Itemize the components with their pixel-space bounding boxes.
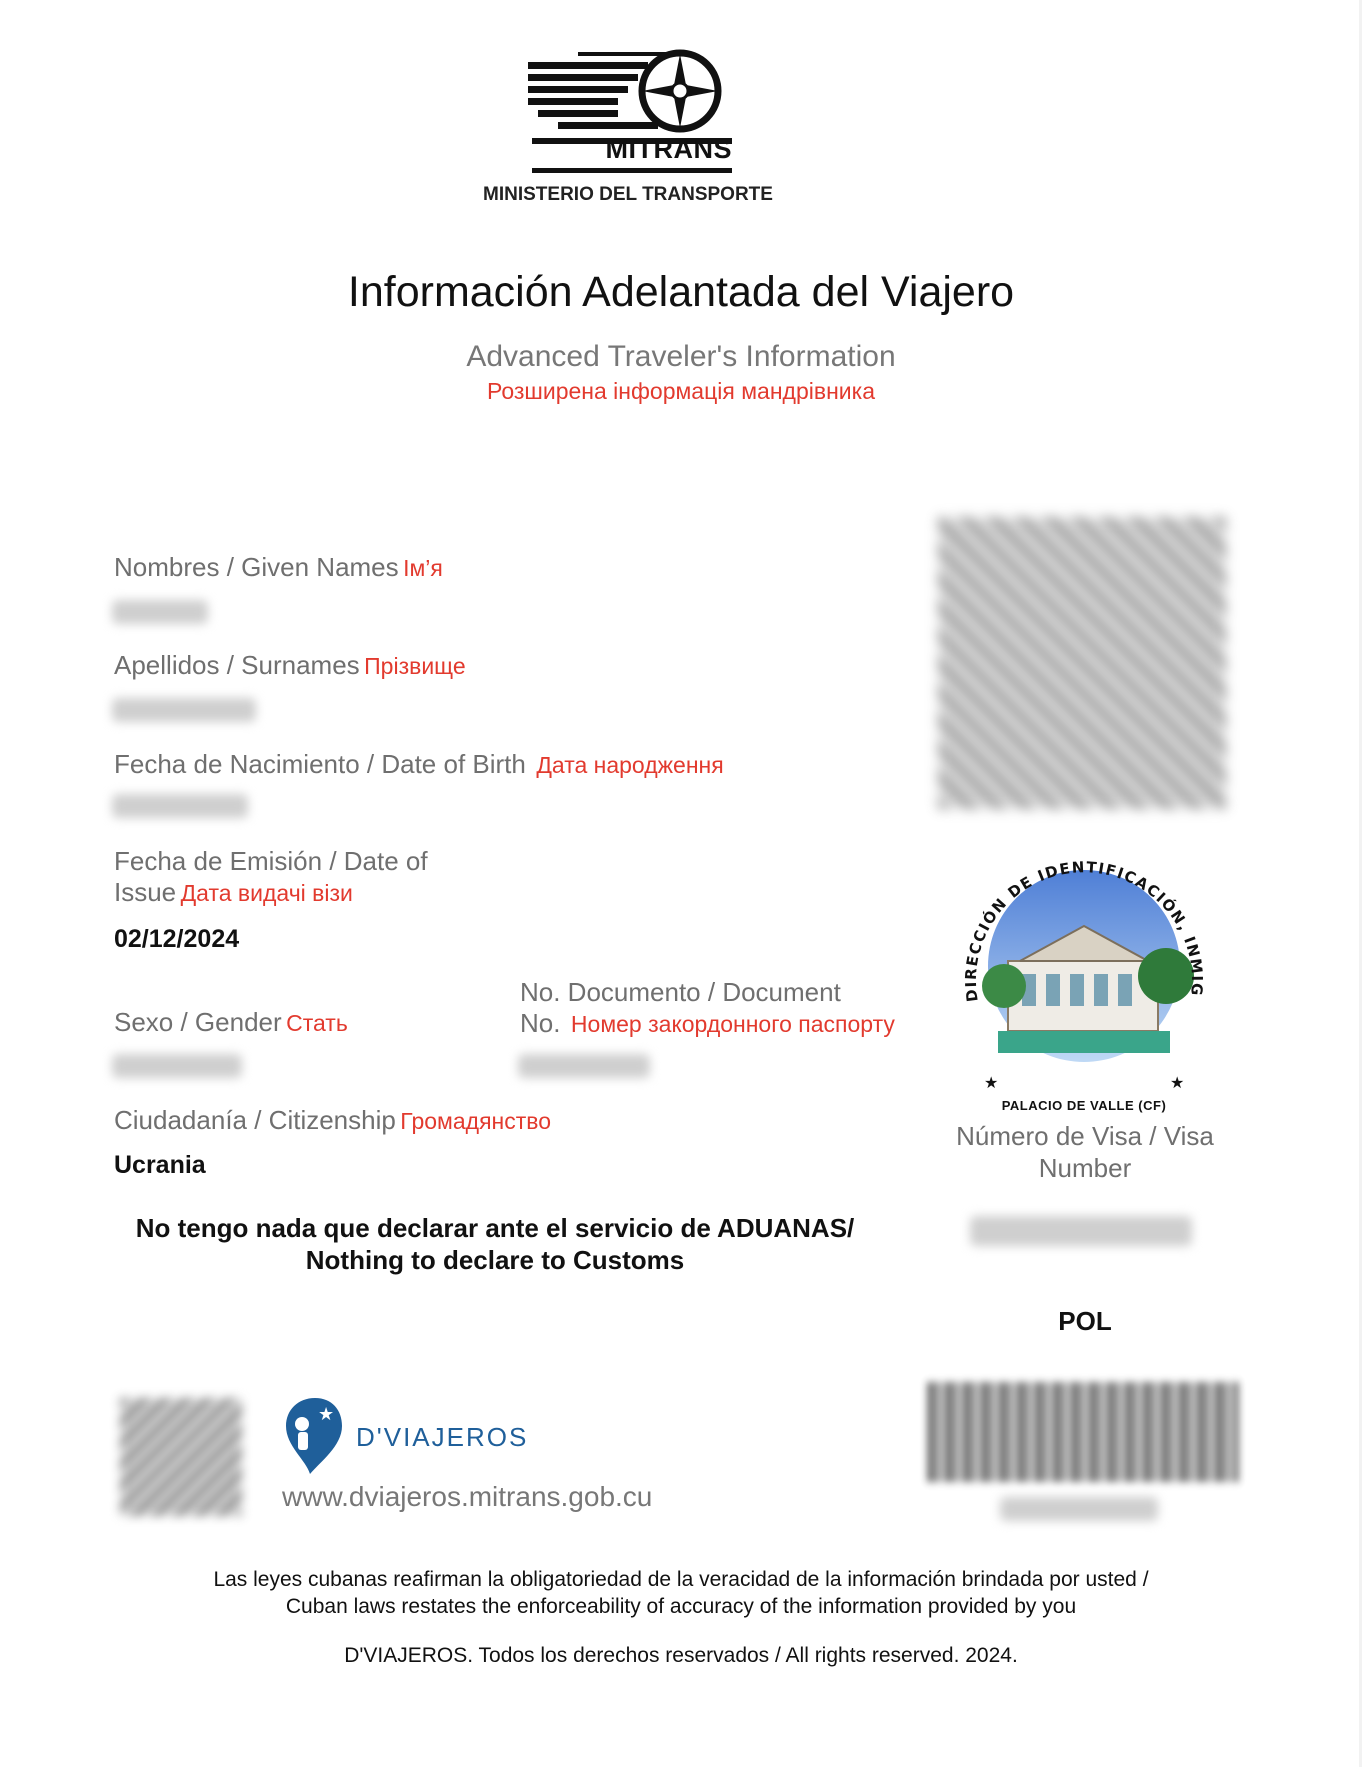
dviajeros-wordmark: D'VIAJEROS: [356, 1422, 529, 1452]
copyright-notice: D'VIAJEROS. Todos los derechos reservados / All rights reserved. 2024.: [344, 1644, 1018, 1667]
document-subtitle-ukrainian: Розширена інформація мандрівника: [487, 378, 875, 404]
visa-number-label-line2: Number: [1038, 1153, 1132, 1183]
gender-label-uk: Стать: [286, 1010, 348, 1036]
dob-label: Fecha de Nacimiento / Date of Birth: [114, 749, 526, 779]
dob-label-row: [114, 749, 724, 780]
given-names-label-uk: Ім’я: [403, 555, 443, 581]
document-title: Información Adelantada del Viajero: [347, 268, 1015, 316]
surnames-label-uk: Прізвище: [364, 653, 466, 679]
citizenship-label: Ciudadanía / Citizenship: [114, 1105, 396, 1135]
surnames-label-row: [114, 650, 466, 681]
issue-label-line2: Issue: [114, 877, 177, 907]
visa-number-redacted: [970, 1216, 1192, 1246]
barcode-redacted: [928, 1382, 1238, 1482]
given-names-label: Nombres / Given Names: [114, 552, 399, 582]
dob-redacted: [112, 794, 248, 818]
citizenship-value: Ucrania: [114, 1151, 206, 1179]
given-names-redacted: [112, 600, 208, 624]
issue-label-uk: Дата видачі візи: [180, 880, 353, 906]
immigration-seal: [938, 826, 1230, 1116]
customs-declaration: [95, 1212, 895, 1276]
issue-label-block: [114, 846, 428, 912]
citizenship-label-row: [114, 1105, 551, 1136]
country-code: POL: [1058, 1306, 1112, 1336]
gender-redacted: [112, 1054, 242, 1078]
surnames-redacted: [112, 698, 256, 722]
issue-date-value: 02/12/2024: [114, 925, 240, 953]
svg-text:★: ★: [984, 1075, 999, 1092]
visa-number-label: [930, 1120, 1240, 1184]
document-number-redacted: [518, 1054, 650, 1078]
svg-text:★: ★: [1170, 1075, 1185, 1092]
document-label-block: [520, 977, 895, 1043]
barcode-number-redacted: [1000, 1497, 1158, 1521]
seal-caption: PALACIO DE VALLE (CF): [1001, 1098, 1167, 1113]
mitrans-wordmark: MITRANS: [605, 134, 732, 164]
customs-declaration-line2: Nothing to declare to Customs: [305, 1245, 685, 1275]
dviajeros-logo: [280, 1396, 580, 1476]
document-label-line2: No.: [520, 1008, 561, 1038]
legal-notice-line1: Las leyes cubanas reafirman la obligatoriedad de la veracidad de la información brindada por usted /: [213, 1568, 1149, 1591]
dob-label-uk: Дата народження: [536, 752, 724, 778]
document-label-uk: Номер закордонного паспорту: [570, 1011, 895, 1037]
gender-label-row: [114, 1007, 348, 1038]
dviajeros-url[interactable]: www.dviajeros.mitrans.gob.cu: [282, 1481, 653, 1512]
small-qr-code-redacted: [120, 1398, 242, 1516]
document-label-line1: No. Documento / Document: [520, 977, 841, 1007]
customs-declaration-line1: No tengo nada que declarar ante el servicio de ADUANAS/: [135, 1213, 855, 1243]
given-names-label-row: [114, 552, 443, 583]
svg-text:★: ★: [318, 1404, 335, 1424]
gender-label: Sexo / Gender: [114, 1007, 282, 1037]
citizenship-label-uk: Громадянство: [400, 1108, 552, 1134]
qr-code-redacted: [938, 517, 1226, 809]
surnames-label: Apellidos / Surnames: [114, 650, 360, 680]
visa-number-label-line1: Número de Visa / Visa: [956, 1121, 1214, 1151]
ministry-name: MINISTERIO DEL TRANSPORTE: [483, 184, 773, 205]
document-subtitle-english: Advanced Traveler's Information: [466, 340, 896, 373]
seal-ring-text: DIRECCIÓN DE IDENTIFICACIÓN, INMIG: [961, 858, 1207, 1003]
legal-notice-line2: Cuban laws restates the enforceability of accuracy of the information provided by you: [285, 1595, 1077, 1618]
mitrans-logo: [483, 46, 848, 216]
legal-notice: [0, 1566, 1362, 1620]
issue-label-line1: Fecha de Emisión / Date of: [114, 846, 428, 876]
